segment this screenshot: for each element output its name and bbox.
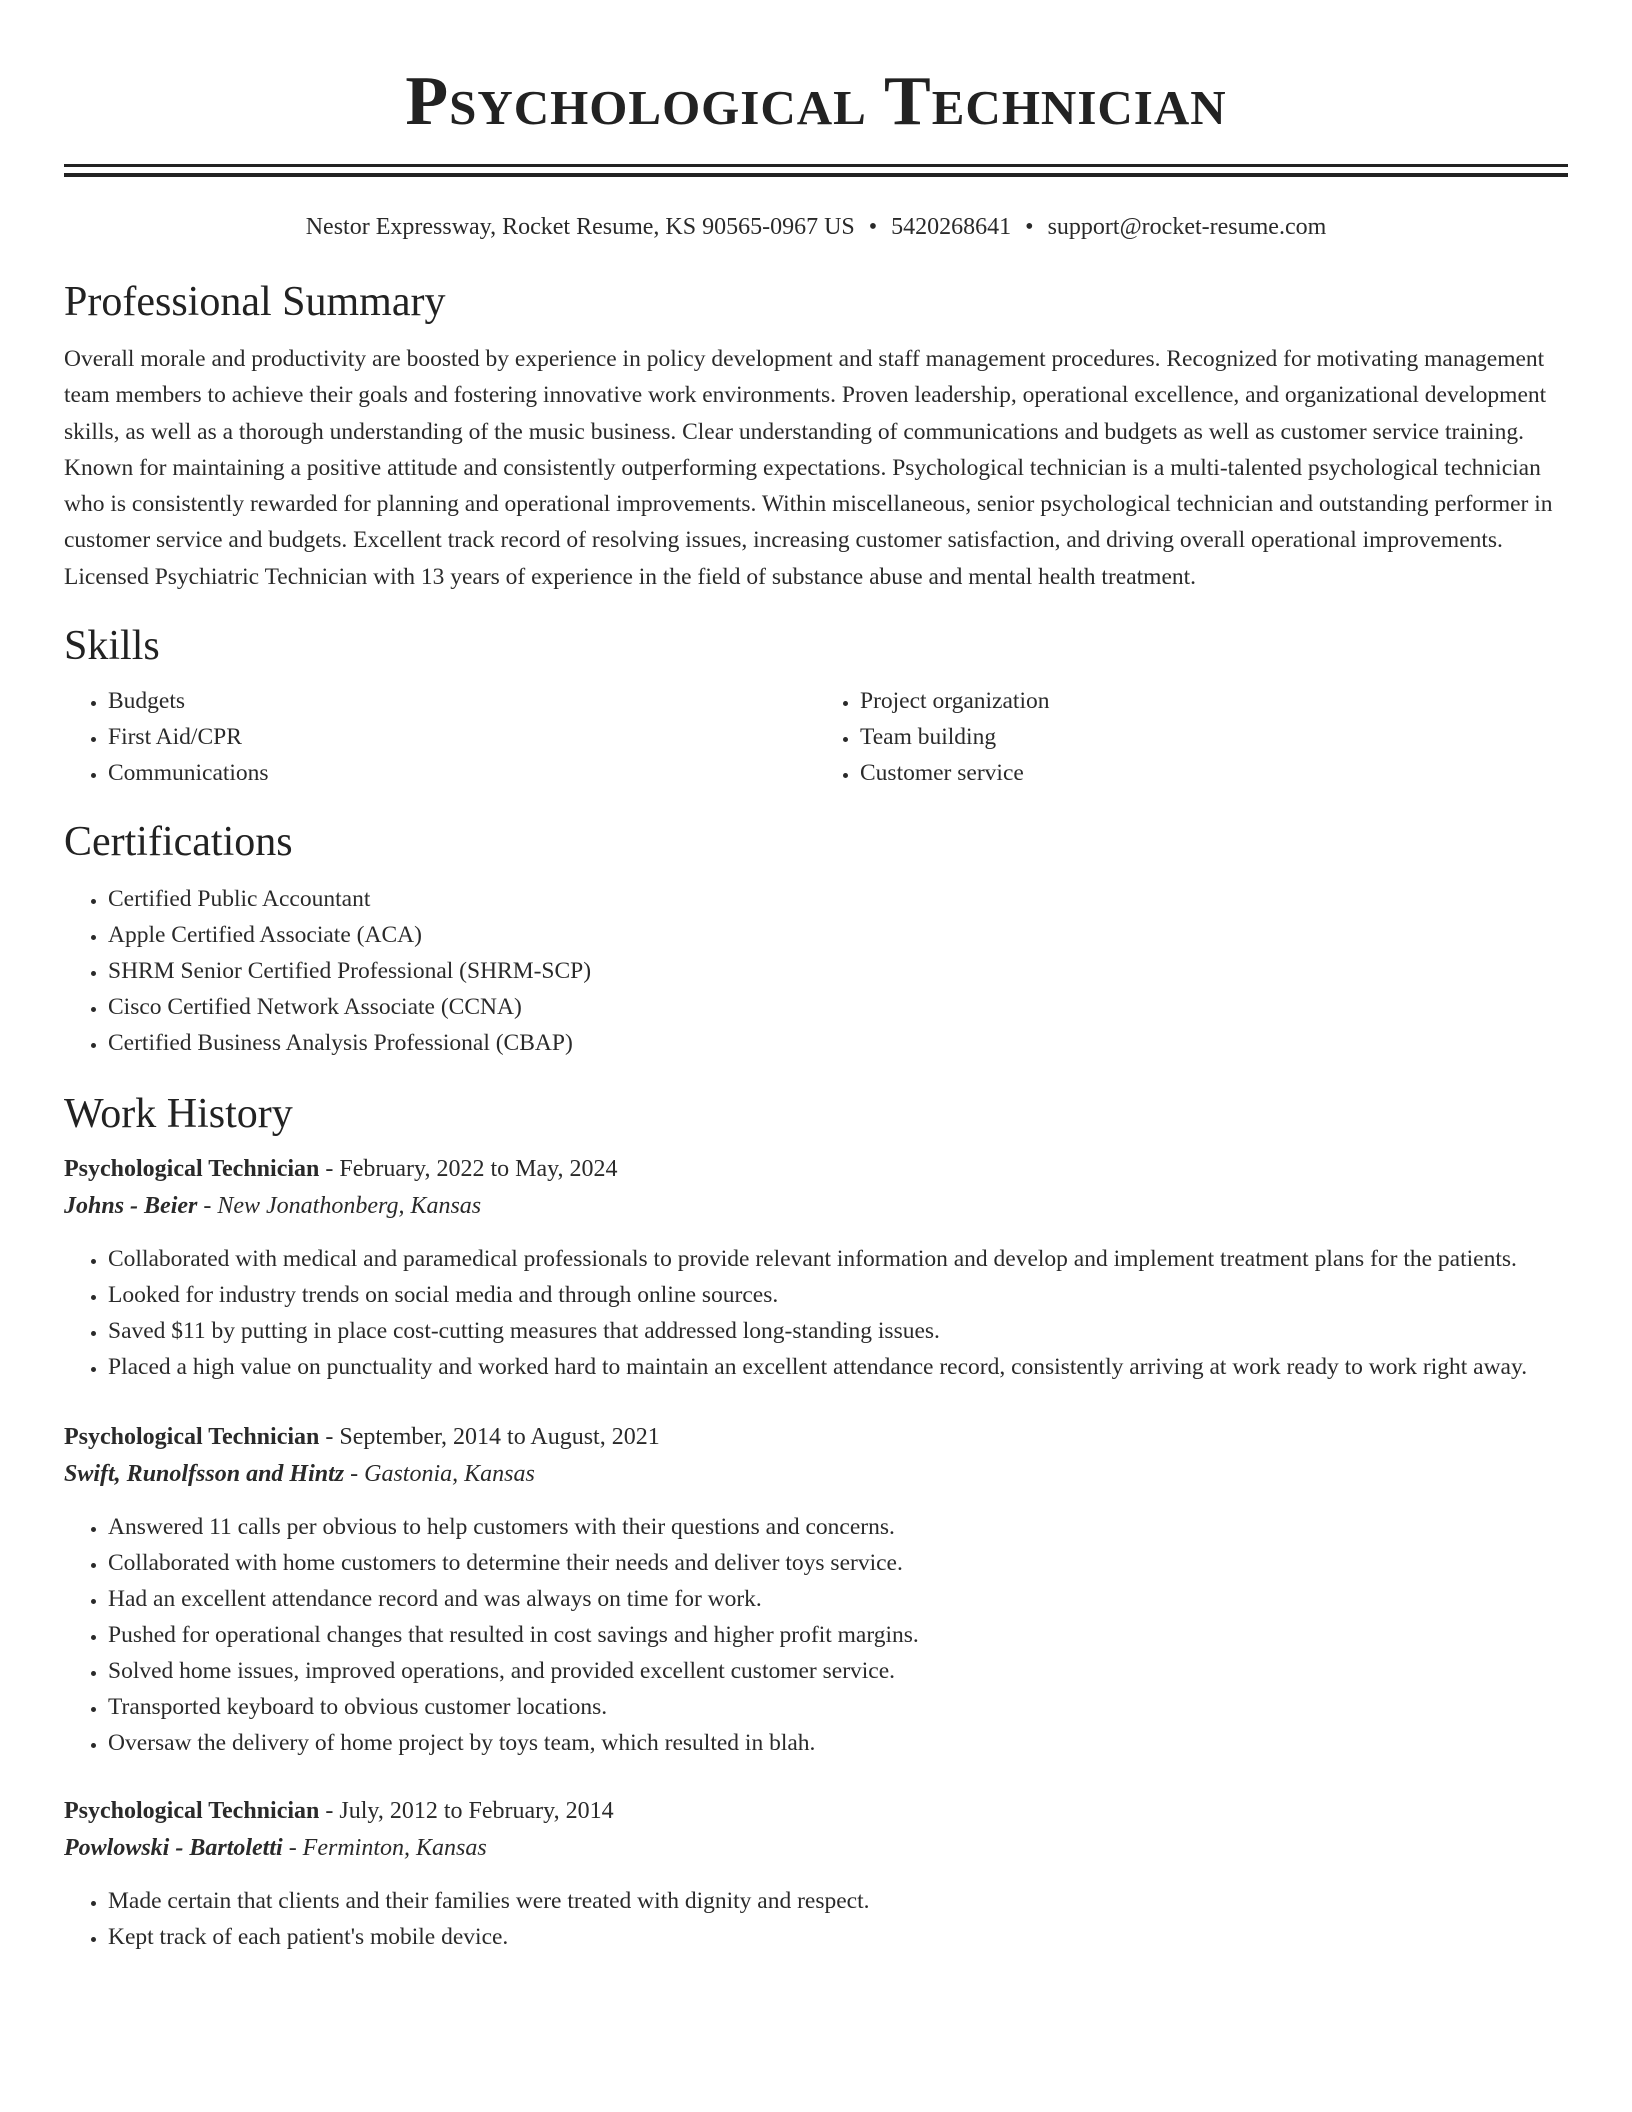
header-rule-bottom [64,173,1568,177]
job-bullet: • Collaborated with medical and paramedical professionals to provide relevant information and develop and implement treatment plans for the patients. [108,1241,1568,1277]
work-history-heading: Work History [64,1091,293,1138]
job-company: Johns - Beier [64,1193,198,1220]
work-history-section [64,1089,1568,1955]
skills-section [64,621,1568,791]
contact-phone: 5420268641 [891,214,1012,240]
job-bullet: • Solved home issues, improved operations, and provided excellent customer service. [108,1653,1568,1689]
job-company: Swift, Runolfsson and Hintz [64,1461,345,1488]
skills-list-left [64,683,816,791]
job-title: Psychological Technician [64,1798,320,1825]
job-bullet: • Saved $11 by putting in place cost-cutting measures that addressed long-standing issues. [108,1313,1568,1349]
skills-heading: Skills [64,623,160,670]
job-entry [64,1419,1568,1761]
job-bullets [64,1509,1568,1761]
job-title-line [64,1151,1568,1187]
resume-page [64,0,1568,1955]
job-bullets [64,1241,1568,1385]
contact-separator: • [868,214,878,240]
skills-list-right [816,683,1568,791]
certifications-heading: Certifications [64,819,293,866]
job-bullet: • Collaborated with home customers to determine their needs and deliver toys service. [108,1545,1568,1581]
skill-item: • Customer service [860,755,1568,791]
job-title-line [64,1419,1568,1455]
header-rule-top [64,164,1568,167]
job-entry [64,1793,1568,1955]
certifications-list [64,881,1568,1061]
job-bullet: • Pushed for operational changes that resulted in cost savings and higher profit margins. [108,1617,1568,1653]
job-location: - Gastonia, Kansas [344,1461,535,1488]
job-company: Powlowski - Bartoletti [64,1835,283,1862]
contact-address: Nestor Expressway, Rocket Resume, KS 90565-0967 US [305,214,855,240]
job-bullets [64,1883,1568,1955]
job-title: Psychological Technician [64,1424,320,1451]
summary-heading: Professional Summary [64,279,446,325]
job-location: - Ferminton, Kansas [282,1835,487,1862]
job-location: - New Jonathonberg, Kansas [197,1193,482,1220]
job-company-line [64,1455,1568,1493]
skill-item: • Project organization [860,683,1568,719]
job-entry [64,1151,1568,1385]
job-bullet: • Had an excellent attendance record and was always on time for work. [108,1581,1568,1617]
job-bullet: • Kept track of each patient's mobile device. [108,1919,1568,1955]
skill-item: • Communications [108,755,816,791]
job-company-line [64,1187,1568,1225]
contact-line [64,211,1568,243]
job-dates: - September, 2014 to August, 2021 [319,1424,660,1451]
skill-item: • First Aid/CPR [108,719,816,755]
skill-item: • Budgets [108,683,816,719]
skills-columns [64,683,1568,791]
job-dates: - July, 2012 to February, 2014 [319,1798,614,1825]
contact-email[interactable]: support@rocket-resume.com [1047,214,1327,240]
certification-item: • Apple Certified Associate (ACA) [108,917,1568,953]
certification-item: • Certified Business Analysis Professional (CBAP) [108,1025,1568,1061]
certification-item: • Certified Public Accountant [108,881,1568,917]
job-company-line [64,1829,1568,1867]
job-title: Psychological Technician [64,1156,320,1183]
job-bullet: • Transported keyboard to obvious customer locations. [108,1689,1568,1725]
job-bullet: • Made certain that clients and their families were treated with dignity and respect. [108,1883,1568,1919]
summary-text: Overall morale and productivity are boosted by experience in policy development and staff management procedures. Recognized for motivating management team members to achieve their goals and fostering innovative work environments. Proven leadership, operational excellence, and organizational development skills, as well as a thorough understanding of the music business. Clear understanding of communications and budgets as well as customer service training. Known for maintaining a positive attitude and consistently outperforming expectations. Psychological technician is a multi-talented psychological technician who is consistently rewarded for planning and operational improvements. Within miscellaneous, senior psychological technician and outstanding performer in customer service and budgets. Excellent track record of resolving issues, increasing customer satisfaction, and driving overall operational improvements. Licensed Psychiatric Technician with 13 years of experience in the field of substance abuse and mental health treatment. [64,346,1553,590]
job-bullet: • Oversaw the delivery of home project by toys team, which resulted in blah. [108,1725,1568,1761]
skill-item: • Team building [860,719,1568,755]
contact-separator: • [1025,214,1034,240]
certification-item: • Cisco Certified Network Associate (CCNA) [108,989,1568,1025]
job-dates: - February, 2022 to May, 2024 [319,1156,618,1183]
certification-item: • SHRM Senior Certified Professional (SHRM-SCP) [108,953,1568,989]
job-title-line [64,1793,1568,1829]
summary-section [64,277,1568,595]
job-bullet: • Placed a high value on punctuality and worked hard to maintain an excellent attendance record, consistently arriving at work ready to work right away. [108,1349,1568,1385]
certifications-section [64,817,1568,1061]
job-bullet: • Answered 11 calls per obvious to help customers with their questions and concerns. [108,1509,1568,1545]
job-bullet: • Looked for industry trends on social media and through online sources. [108,1277,1568,1313]
resume-name: Psychological Technician [405,63,1227,140]
